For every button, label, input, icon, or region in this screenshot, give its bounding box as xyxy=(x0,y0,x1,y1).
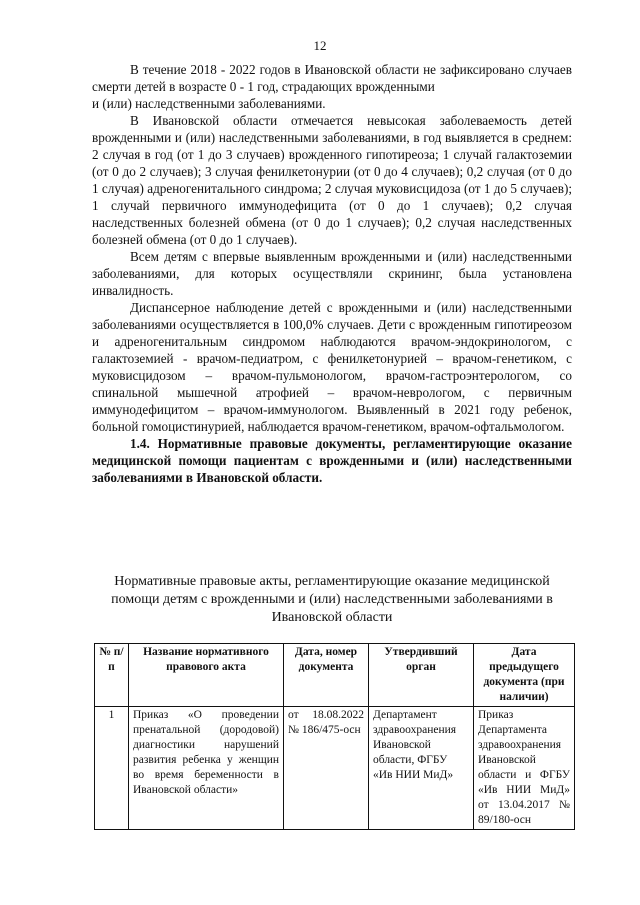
header-authority: Утвердивший орган xyxy=(369,644,474,707)
section-heading: 1.4. Нормативные правовые документы, регламентирующие оказание медицинской помощи пациентам с врожденными и (или) наследственными заболеваниями в Ивановской области. xyxy=(92,436,572,485)
paragraph-incidence: В Ивановской области отмечается невысокая заболеваемость детей врожденными и (или) наследственными заболеваниями, в год выявляется в среднем: 2 случая в год (от 1 до 3 случаев) врожденного гипотиреоза; 1 случай галактоземии (от 0 до 2 случаев); 3 случая фенилкетонурии (от 0 до 4 случаев); 0,2 случая (от 0 до 1 случая) адреногенитального синдрома; 2 случая муковисцидоза (от 1 до 5 случаев); 1 случай первичного иммунодефицита (от 0 до 1 случаев); 0,2 случая наследственных болезней обмена (от 0 до 1 случаев); 0,2 случая наследственных болезней обмена (от 0 до 1 случаев). xyxy=(92,113,572,247)
cell-act-title: Приказ «О проведении пренатальной (дородовой) диагностики нарушений развития ребенка у женщин во время беременности в Ивановской области» xyxy=(129,707,284,830)
cell-number: 1 xyxy=(95,707,129,830)
header-previous-document: Дата предыдущего документа (при наличии) xyxy=(474,644,575,707)
regulations-table xyxy=(94,643,575,830)
header-date-number: Дата, номер документа xyxy=(284,644,369,707)
header-act-title: Название нормативного правового акта xyxy=(129,644,284,707)
body-text xyxy=(92,61,572,486)
cell-date-number: от 18.08.2022 № 186/475-осн xyxy=(284,707,369,830)
paragraph-disability: Всем детям с впервые выявленным врожденными и (или) наследственными заболеваниями, для которых осуществляли скрининг, была установлена инвалидность. xyxy=(92,249,572,298)
cell-previous-document: Приказ Департамента здравоохранения Ивановской области и ФГБУ «Ив НИИ МиД» от 13.04.2017 № 89/180-осн xyxy=(474,707,575,830)
paragraph-dispensary: Диспансерное наблюдение детей с врожденными и (или) наследственными заболеваниями осуществляется в 100,0% случаев. Дети с врожденным гипотиреозом и адреногенитальным синдромом наблюдаются врачом-эндокринологом, с галактоземией - врачом-педиатром, с фенилкетонурией – врачом-генетиком, с муковисцидозом – врачом-пульмонологом, врачом-гастроэнтерологом, со спинальной мышечной атрофией – врачом-неврологом, с первичным иммунодефицитом – врачом-иммунологом. Выявленный в 2021 году ребенок, больной гомоцистинурией, наблюдается врачом-генетиком, врачом-офтальмологом. xyxy=(92,300,572,434)
header-number: № п/п xyxy=(95,644,129,707)
page-number: 12 xyxy=(313,38,327,53)
paragraph-mortality: В течение 2018 - 2022 годов в Ивановской области не зафиксировано случаев смерти детей в возрасте 0 - 1 год, страдающих врожденными xyxy=(92,62,572,94)
paragraph-mortality-end: и (или) наследственными заболеваниями. xyxy=(92,96,326,111)
table-caption: Нормативные правовые акты, регламентирующие оказание медицинской помощи детям с врожденными и (или) наследственными заболеваниями в Ивановской области xyxy=(111,574,553,625)
table-row xyxy=(95,707,575,830)
cell-authority: Департамент здравоохранения Ивановской области, ФГБУ «Ив НИИ МиД» xyxy=(369,707,474,830)
table-header-row xyxy=(95,644,575,707)
